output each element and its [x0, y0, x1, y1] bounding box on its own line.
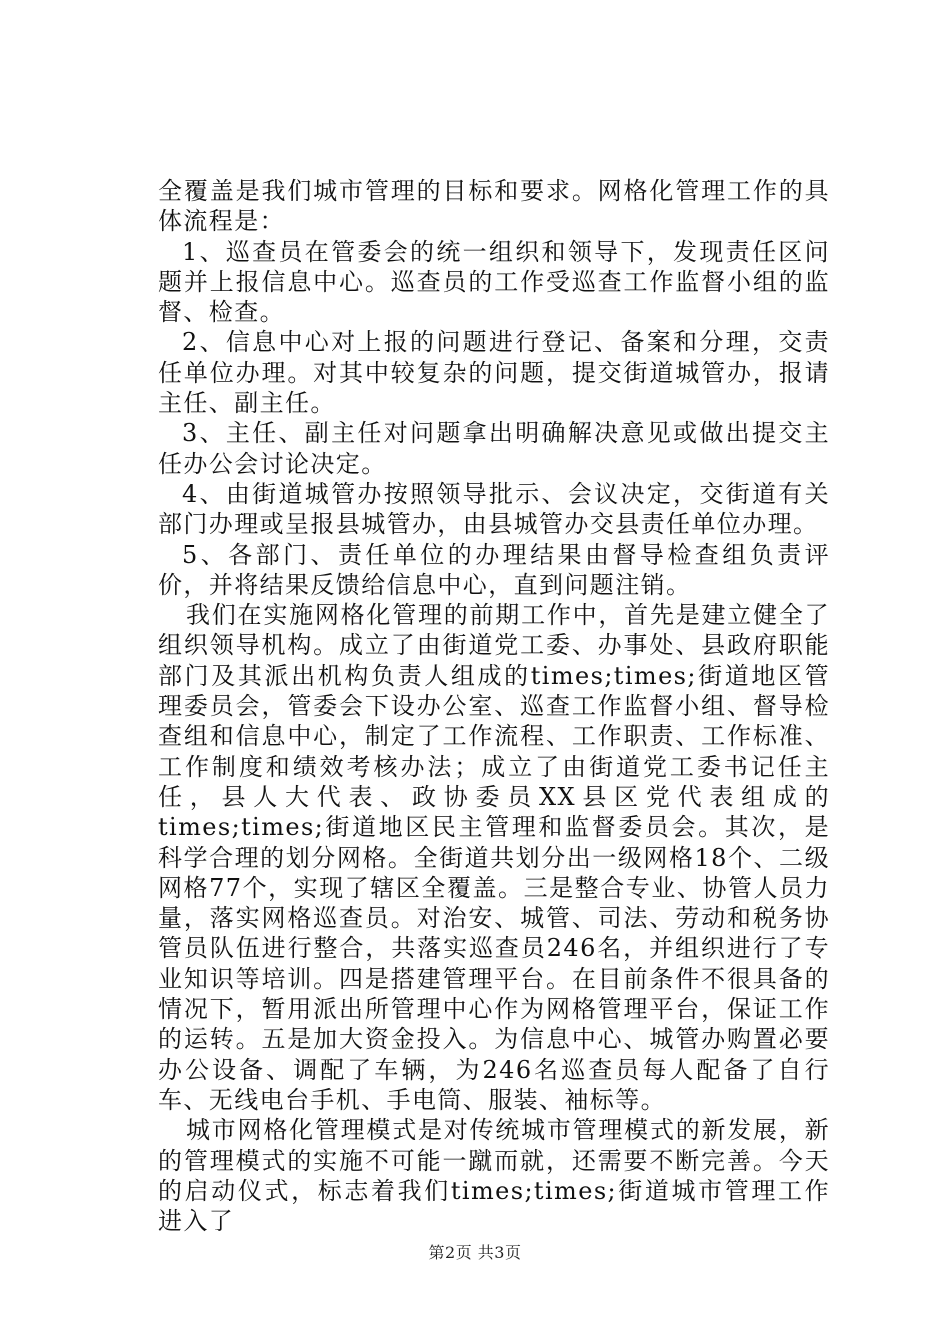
paragraph-item-3: 3、主任、副主任对问题拿出明确解决意见或做出提交主任办公会讨论决定。: [158, 419, 830, 478]
paragraph-item-5: 5、各部门、责任单位的办理结果由督导检查组负责评价，并将结果反馈给信息中心，直到问题注销。: [158, 540, 830, 599]
document-body: [158, 176, 830, 1236]
paragraph-item-2: 2、信息中心对上报的问题进行登记、备案和分理，交责任单位办理。对其中较复杂的问题，提交街道城管办，报请主任、副主任。: [158, 328, 830, 418]
paragraph-item-1: 1、巡查员在管委会的统一组织和领导下，发现责任区问题并上报信息中心。巡查员的工作受巡查工作监督小组的监督、检查。: [158, 237, 830, 327]
paragraph-work-summary: 我们在实施网格化管理的前期工作中，首先是建立健全了组织领导机构。成立了由街道党工委、办事处、县政府职能部门及其派出机构负责人组成的times;times;街道地区管理委员会，管委会下设办公室、巡查工作监督小组、督导检查组和信息中心，制定了工作流程、工作职责、工作标准、工作制度和绩效考核办法；成立了由街道党工委书记任主任，县人大代表、政协委员XX县区党代表组成的times;times;街道地区民主管理和监督委员会。其次，是科学合理的划分网格。全街道共划分出一级网格18个、二级网格77个，实现了辖区全覆盖。三是整合专业、协管人员力量，落实网格巡查员。对治安、城管、司法、劳动和税务协管员队伍进行整合，共落实巡查员246名，并组织进行了专业知识等培训。四是搭建管理平台。在目前条件不很具备的情况下，暂用派出所管理中心作为网格管理平台，保证工作的运转。五是加大资金投入。为信息中心、城管办购置必要办公设备、调配了车辆，为246名巡查员每人配备了自行车、无线电台手机、手电筒、服装、袖标等。: [158, 601, 830, 1114]
paragraph: 全覆盖是我们城市管理的目标和要求。网格化管理工作的具体流程是：: [158, 177, 830, 236]
paragraph-item-4: 4、由街道城管办按照领导批示、会议决定，交街道有关部门办理或呈报县城管办，由县城管办交县责任单位办理。: [158, 479, 830, 539]
page-footer: 第2页 共3页: [428, 1243, 522, 1262]
paragraph-conclusion: 城市网格化管理模式是对传统城市管理模式的新发展，新的管理模式的实施不可能一蹴而就，还需要不断完善。今天的启动仪式，标志着我们times;times;街道城市管理工作进入了: [158, 1116, 830, 1236]
